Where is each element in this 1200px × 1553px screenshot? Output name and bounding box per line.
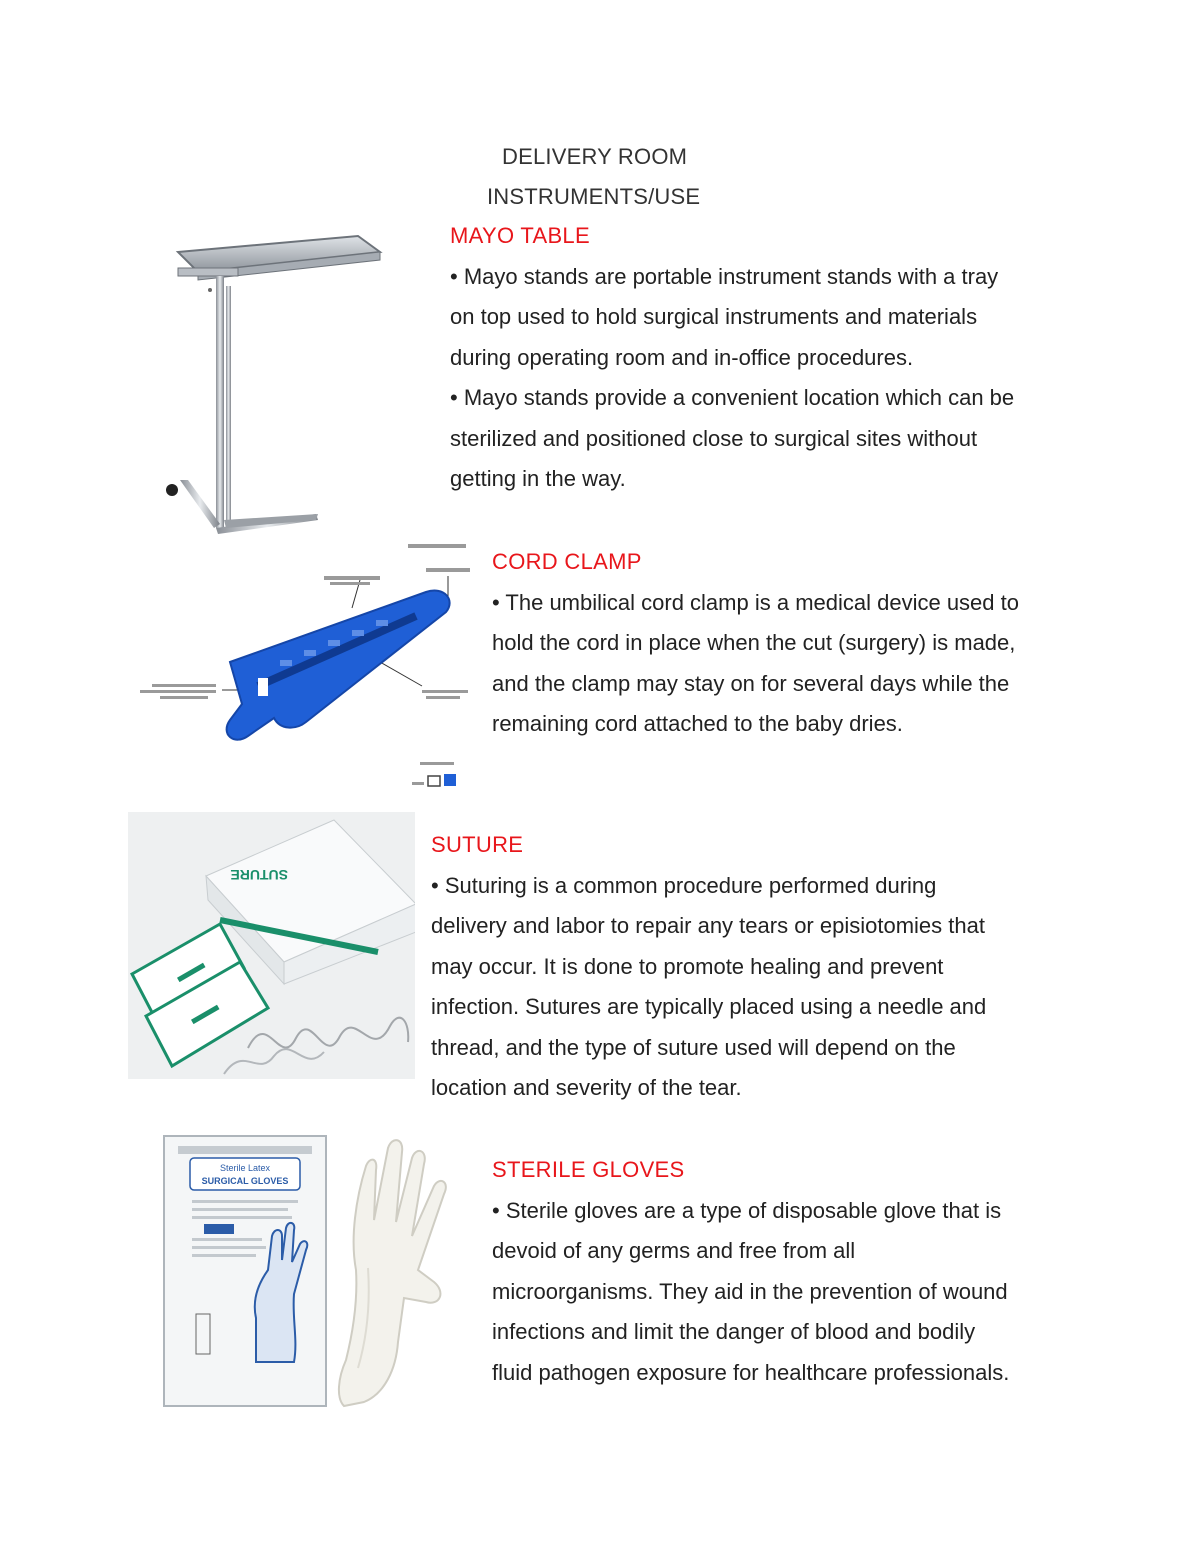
suture-image [128,812,415,1079]
document-title-line-1: DELIVERY ROOM [502,144,688,169]
section-heading-sterile-gloves: STERILE GLOVES [492,1157,685,1182]
gloves-pack-label-2: SURGICAL GLOVES [201,1176,289,1186]
cord-clamp-text-line-2: hold the cord in place when the cut (surgery) is made, [492,630,1016,655]
gloves-text-line-3: microorganisms. They aid in the prevention of wound [492,1278,1008,1304]
mayo-text-line-5: sterilized and positioned close to surgical sites without [450,425,978,451]
gloves-text-line-2: devoid of any germs and free from all [492,1238,856,1263]
mayo-text-line-6: getting in the way. [450,466,626,491]
gloves-text-line-4: infections and limit the danger of blood and bodily [492,1319,976,1344]
sterile-gloves-image [160,1128,475,1410]
section-suture [431,825,986,1109]
gloves-pack-label-1: Sterile Latex [219,1163,271,1173]
suture-text-line-1: • Suturing is a common procedure performed during [431,872,937,898]
suture-text-line-4: infection. Sutures are typically placed using a needle and [431,994,987,1019]
section-mayo-table [450,216,1014,500]
mayo-text-line-1: • Mayo stands are portable instrument stands with a tray [450,263,999,289]
mayo-text-line-2: on top used to hold surgical instruments and materials [450,304,978,329]
mayo-text-line-4: • Mayo stands provide a convenient location which can be [450,385,1015,410]
section-cord-clamp [492,542,1019,745]
section-sterile-gloves [492,1150,1009,1393]
suture-box-label: SUTURE [230,867,288,883]
document-title-line-2: INSTRUMENTS/USE [487,184,701,209]
gloves-text-line-5: fluid pathogen exposure for healthcare professionals. [492,1359,1010,1385]
section-heading-cord-clamp: CORD CLAMP [492,549,642,574]
suture-text-line-6: location and severity of the tear. [431,1075,742,1100]
section-heading-suture: SUTURE [431,832,524,857]
cord-clamp-text-line-1: • The umbilical cord clamp is a medical device used to [492,589,1019,615]
section-heading-mayo-table: MAYO TABLE [450,223,590,248]
mayo-table-image [158,228,390,540]
cord-clamp-text-line-4: remaining cord attached to the baby dries. [492,711,903,736]
gloves-text-line-1: • Sterile gloves are a type of disposable glove that is [492,1197,1002,1223]
suture-text-line-5: thread, and the type of suture used will depend on the [431,1034,956,1060]
suture-text-line-2: delivery and labor to repair any tears or episiotomies that [431,913,985,938]
mayo-text-line-3: during operating room and in-office procedures. [450,344,914,370]
cord-clamp-image [130,540,470,792]
cord-clamp-text-line-3: and the clamp may stay on for several days while the [492,670,1010,696]
suture-text-line-3: may occur. It is done to promote healing and prevent [431,953,944,979]
